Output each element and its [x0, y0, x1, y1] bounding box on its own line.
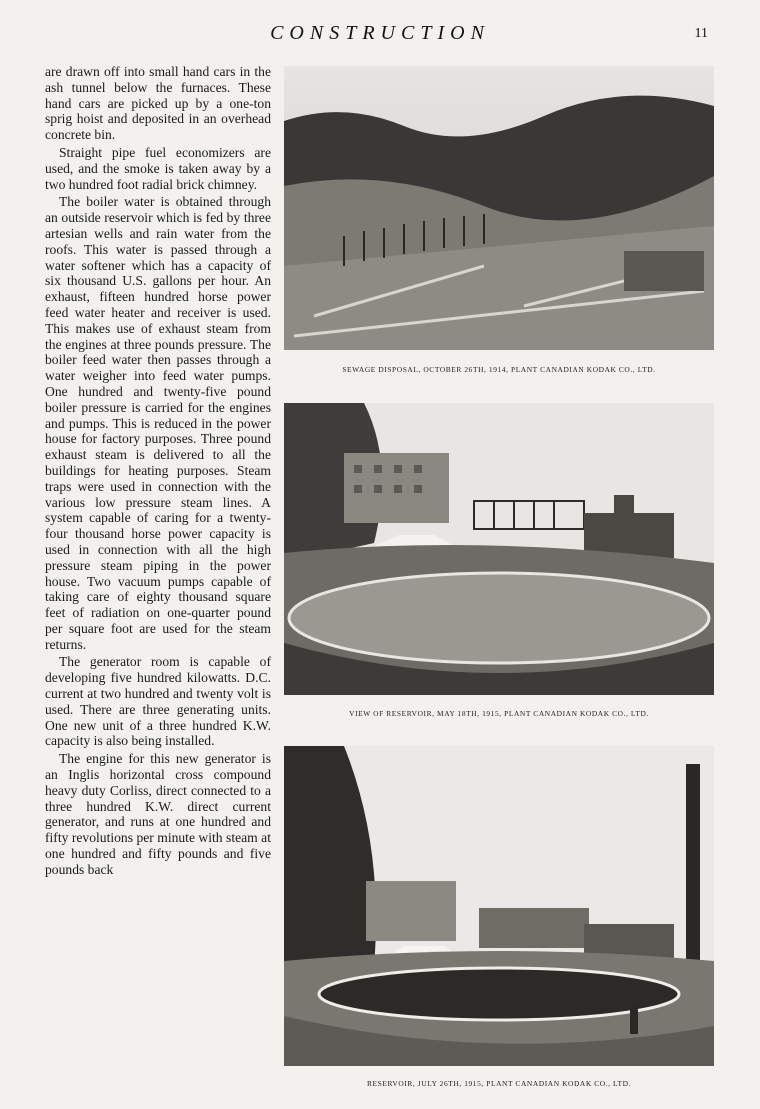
photo-view-of-reservoir — [284, 403, 714, 695]
page-number: 11 — [694, 26, 708, 41]
paragraph: The generator room is capable of developing five hundred kilowatts. D.C. current at two hundred and twenty volt is used. There are three generating units. One new unit of a three hundred K.W. capacity is also being installed. — [45, 654, 271, 749]
paragraph: The boiler water is obtained through an outside reservoir which is fed by three artesian wells and rain water from the roofs. This water is passed through a water softener which has a capacity of six thousand U.S. gallons per hour. An exhaust, fifteen hundred horse power feed water heater and receiver is used. This makes use of exhaust steam from the engines at three pounds pressure. The boiler feed water then passes through a water weigher into feed water pumps. One hundred and twenty-five pound boiler pressure is carried for the engines and pumps. This is reduced in the power house for factory purposes. Three pound exhaust steam is delivered to all the buildings for heating purposes. Steam traps were used in connection with the various low pressure steam lines. A system capable of caring for a twenty-four thousand horse power capacity is used in connection with all the high pressure steam piping in the power house. Two vacuum pumps capable of taking care of eighty thousand square feet of radiation on one-quarter pound per square foot are used for the steam returns. — [45, 194, 271, 652]
photo-caption: SEWAGE DISPOSAL, OCTOBER 26TH, 1914, PLANT CANADIAN KODAK CO., LTD. — [342, 365, 656, 374]
paragraph: Straight pipe fuel economizers are used, and the smoke is taken away by a two hundred foot radial brick chimney. — [45, 144, 271, 192]
photo-caption: RESERVOIR, JULY 26TH, 1915, PLANT CANADIAN KODAK CO., LTD. — [367, 1079, 631, 1088]
running-header-title: CONSTRUCTION — [270, 22, 490, 44]
paragraph: The engine for this new generator is an Inglis horizontal cross compound heavy duty Corliss, direct connected to a three hundred K.W. direct current generator, and runs at one hundred and fifty revolutions per minute with steam at one hundred and fifty pounds and five pounds back — [45, 751, 271, 877]
body-text-column — [45, 64, 271, 880]
paragraph: are drawn off into small hand cars in the ash tunnel below the furnaces. These hand cars are picked up by a one-ton sprig hoist and deposited in an overhead concrete bin. — [45, 64, 271, 143]
photo-reservoir — [284, 746, 714, 1066]
photo-sewage-disposal — [284, 66, 714, 350]
photo-caption: VIEW OF RESERVOIR, MAY 18TH, 1915, PLANT CANADIAN KODAK CO., LTD. — [349, 709, 649, 718]
